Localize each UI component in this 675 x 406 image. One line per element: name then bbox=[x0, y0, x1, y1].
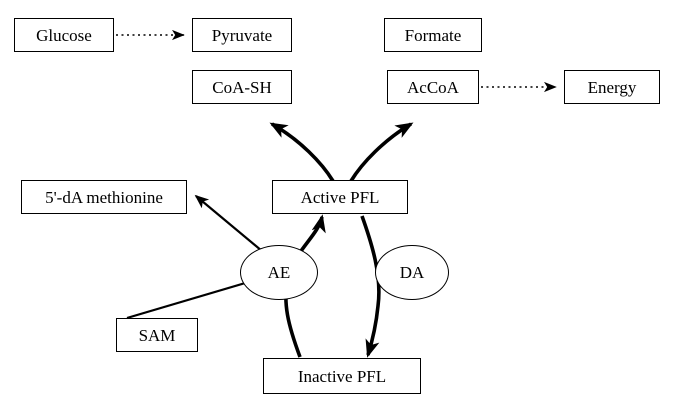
node-glucose-label: Glucose bbox=[36, 25, 92, 45]
node-coash[interactable] bbox=[192, 70, 292, 104]
node-glucose[interactable] bbox=[14, 18, 114, 52]
edge-activepfl-to-pyruvate bbox=[272, 124, 333, 181]
node-sam[interactable] bbox=[116, 318, 198, 352]
edge-ae-to-da-methionine bbox=[196, 196, 268, 256]
node-sam-label: SAM bbox=[138, 325, 176, 345]
node-accoa[interactable] bbox=[387, 70, 479, 104]
node-da-methionine[interactable] bbox=[21, 180, 187, 214]
node-accoa-label: AcCoA bbox=[407, 77, 459, 97]
edge-activepfl-to-accoa bbox=[351, 124, 411, 181]
node-inactive-pfl[interactable] bbox=[263, 358, 421, 394]
node-da-label: DA bbox=[399, 263, 425, 282]
node-inactive-pfl-label: Inactive PFL bbox=[297, 366, 387, 386]
node-formate-label: Formate bbox=[404, 25, 462, 45]
node-active-pfl-label: Active PFL bbox=[300, 187, 380, 207]
node-energy[interactable] bbox=[564, 70, 660, 104]
node-ae-label: AE bbox=[267, 263, 291, 282]
node-pyruvate-label: Pyruvate bbox=[211, 25, 273, 45]
node-formate[interactable] bbox=[384, 18, 482, 52]
node-da-methionine-label: 5'-dA methionine bbox=[45, 187, 163, 207]
edge-activepfl-to-inactivepfl bbox=[362, 216, 379, 355]
node-active-pfl[interactable] bbox=[272, 180, 408, 214]
node-pyruvate[interactable] bbox=[192, 18, 292, 52]
node-da[interactable] bbox=[375, 245, 449, 300]
node-ae[interactable] bbox=[240, 245, 318, 300]
node-coash-label: CoA-SH bbox=[212, 77, 272, 97]
node-energy-label: Energy bbox=[587, 77, 637, 97]
